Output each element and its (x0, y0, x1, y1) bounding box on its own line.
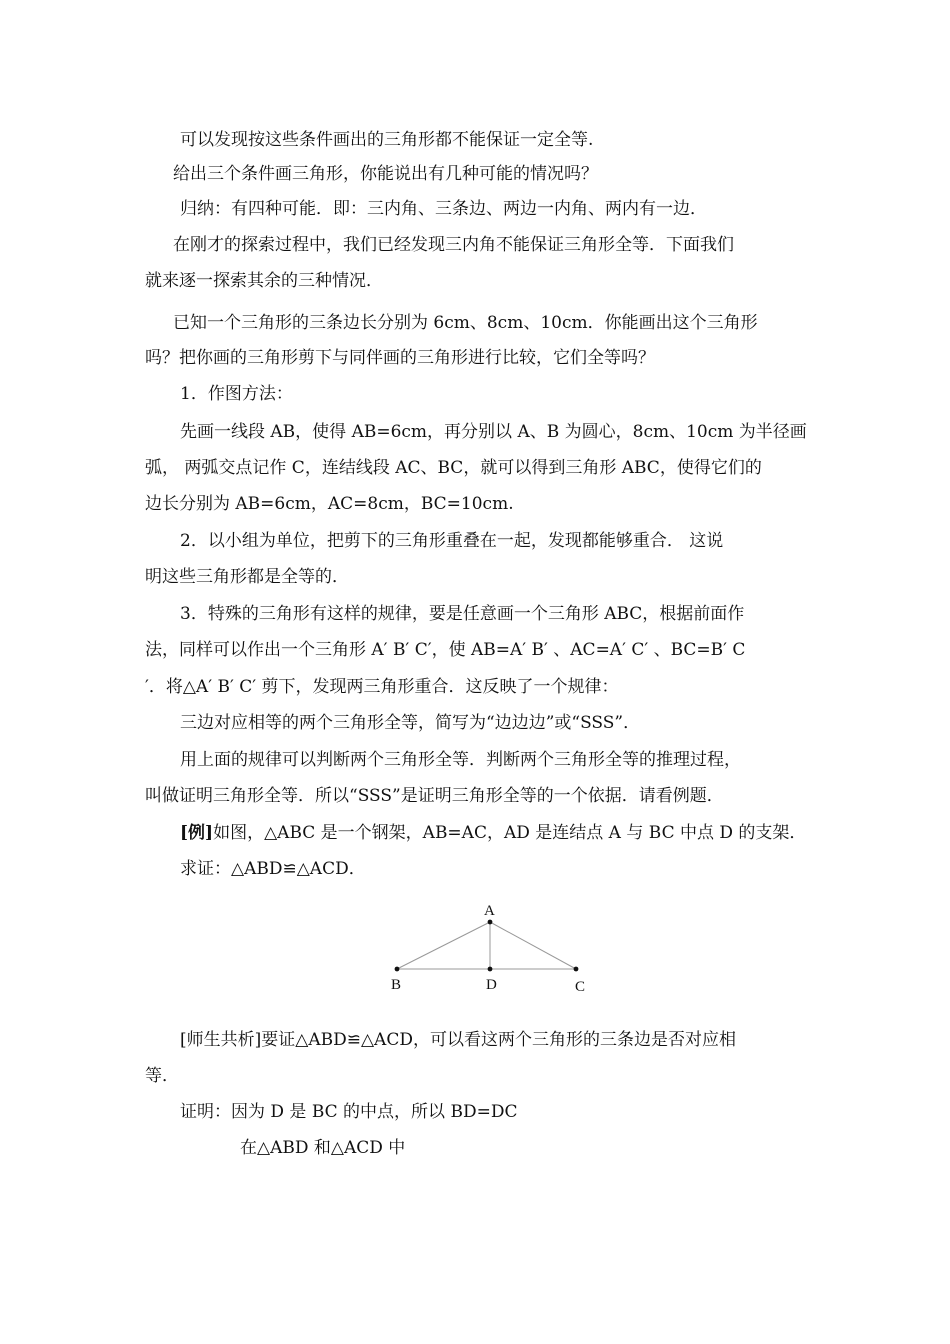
example-text: 如图，△ABC 是一个钢架，AB=AC，AD 是连结点 A 与 BC 中点 D 的支架． (213, 823, 807, 843)
paragraph-line: 等． (145, 1066, 179, 1086)
paragraph-line: 在刚才的探索过程中，我们已经发现三内角不能保证三角形全等．下面我们 (173, 235, 734, 255)
paragraph-line: 可以发现按这些条件画出的三角形都不能保证一定全等. (180, 130, 594, 150)
example-line (180, 821, 860, 845)
proof-line: 在△ABD 和△ACD 中 (240, 1138, 406, 1158)
paragraph-line: 3．特殊的三角形有这样的规律，要是任意画一个三角形 ABC，根据前面作 (180, 604, 745, 624)
proof-line: 证明：因为 D 是 BC 的中点，所以 BD=DC (180, 1102, 518, 1122)
point-b (395, 967, 400, 972)
paragraph-line: 吗？把你画的三角形剪下与同伴画的三角形进行比较，它们全等吗？ (145, 348, 655, 368)
point-a (488, 920, 493, 925)
paragraph-line: 用上面的规律可以判断两个三角形全等．判断两个三角形全等的推理过程， (180, 750, 741, 770)
paragraph-line: 已知一个三角形的三条边长分别为 6cm、8cm、10cm．你能画出这个三角形 (173, 313, 758, 333)
label-a: A (484, 903, 495, 919)
point-c (574, 967, 579, 972)
paragraph-line: 就来逐一探索其余的三种情况． (145, 271, 383, 291)
paragraph-line: 明这些三角形都是全等的． (145, 567, 349, 587)
segment-ab (397, 922, 490, 969)
paragraph-line: 叫做证明三角形全等．所以“SSS”是证明三角形全等的一个依据．请看例题． (145, 786, 724, 806)
paragraph-line: 先画一线段 AB，使得 AB=6cm，再分别以 A、B 为圆心，8cm、10cm 为半径画 (180, 422, 807, 442)
label-d: D (486, 977, 497, 993)
prove-statement: 求证：△ABD≌△ACD． (180, 859, 366, 879)
paragraph-line: 归纳：有四种可能．即：三内角、三条边、两边一内角、两内有一边． (180, 199, 707, 219)
triangle-figure (380, 900, 620, 1010)
paragraph-line: 给出三个条件画三角形，你能说出有几种可能的情况吗？ (173, 164, 598, 184)
label-c: C (575, 979, 586, 995)
segment-ac (490, 922, 576, 969)
paragraph-line: [师生共析]要证△ABD≌△ACD，可以看这两个三角形的三条边是否对应相 (180, 1030, 736, 1050)
paragraph-line: 2．以小组为单位，把剪下的三角形重叠在一起，发现都能够重合． 这说 (180, 531, 724, 551)
label-b: B (391, 977, 402, 993)
example-tag: [例] (180, 823, 214, 843)
paragraph-line: 弧， 两弧交点记作 C，连结线段 AC、BC，就可以得到三角形 ABC，使得它们的 (145, 458, 762, 478)
section-title: 1．作图方法： (180, 384, 293, 404)
paragraph-line: 法，同样可以作出一个三角形 A′ B′ C′，使 AB=A′ B′ 、AC=A′ C′ 、BC=B′ C (145, 640, 746, 660)
paragraph-line: 边长分别为 AB=6cm，AC=8cm，BC=10cm. (145, 494, 514, 514)
paragraph-line: ′．将△A′ B′ C′ 剪下，发现两三角形重合．这反映了一个规律： (145, 677, 619, 697)
rule-statement: 三边对应相等的两个三角形全等，简写为“边边边”或“SSS”． (180, 713, 641, 733)
point-d (488, 967, 493, 972)
